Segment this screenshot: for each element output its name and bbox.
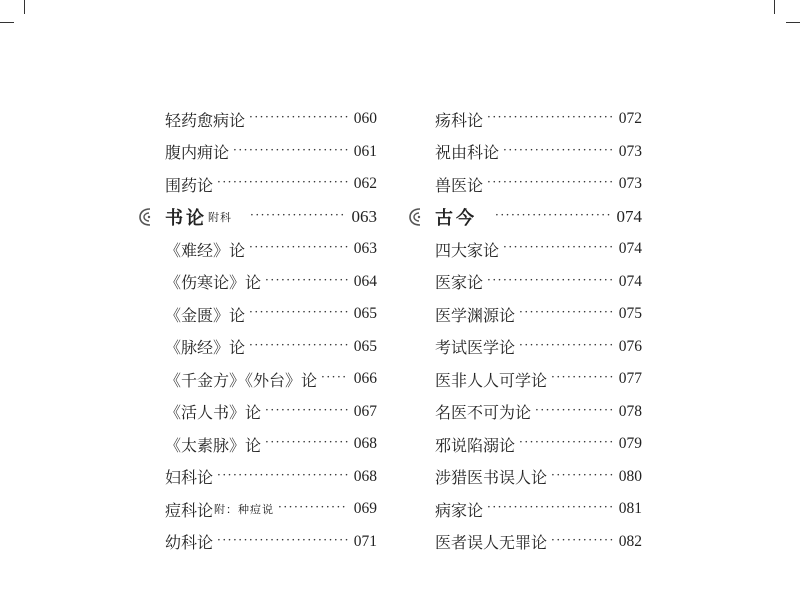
leader-dots (551, 468, 613, 482)
toc-entry[interactable] (435, 266, 642, 299)
toc-entry-title: 疡科论 (435, 110, 484, 130)
toc-entry-page: 063 (353, 240, 377, 258)
leader-dots (217, 175, 348, 189)
leader-dots (265, 273, 348, 287)
toc-entry-title: 名医不可为论 (435, 403, 532, 423)
toc-entry[interactable] (165, 168, 377, 201)
toc-entry-page: 075 (618, 305, 642, 323)
leader-dots (519, 305, 613, 319)
toc-entry[interactable] (165, 493, 377, 526)
leader-dots (519, 435, 613, 449)
toc-entry[interactable] (435, 168, 642, 201)
toc-entry-page: 060 (353, 110, 377, 128)
toc-entry[interactable] (435, 233, 642, 266)
toc-entry[interactable] (435, 298, 642, 331)
leader-dots (551, 533, 613, 547)
toc-entry-page: 068 (353, 435, 377, 453)
toc-entry-title: 《伤寒论》论 (165, 273, 262, 293)
toc-entry[interactable] (165, 233, 377, 266)
crop-mark-top-left-vertical (24, 0, 25, 14)
leader-dots (217, 468, 348, 482)
leader-dots (250, 208, 346, 222)
toc-entry-page: 077 (618, 370, 642, 388)
toc-entry[interactable] (435, 493, 642, 526)
toc-entry[interactable] (435, 103, 642, 136)
toc-column-left (165, 103, 377, 558)
toc-entry-page: 066 (353, 370, 377, 388)
toc-entry-page: 067 (353, 402, 377, 420)
leader-dots (233, 143, 348, 157)
toc-entry[interactable] (165, 136, 377, 169)
toc-entry-title: 病家论 (435, 500, 484, 520)
toc-entry-title: 妇科论 (165, 468, 214, 488)
toc-entry[interactable] (435, 396, 642, 429)
leader-dots (249, 305, 348, 319)
toc-entry-page: 076 (618, 337, 642, 355)
toc-entry-title: 《太素脉》论 (165, 435, 262, 455)
leader-dots (487, 500, 613, 514)
toc-entry-title: 四大家论 (435, 240, 500, 260)
toc-entry-title: 涉猎医书误人论 (435, 468, 548, 488)
toc-entry-title: 轻药愈病论 (165, 110, 246, 130)
toc-entry-title: 腹内痈论 (165, 143, 230, 163)
toc-entry-page: 071 (353, 532, 377, 550)
section-marker-icon (407, 207, 425, 227)
toc-entry-page: 074 (616, 206, 642, 226)
toc-section-title: 古今 (435, 207, 477, 229)
leader-dots (487, 175, 613, 189)
toc-entry-page: 063 (351, 206, 377, 226)
toc-entry-title: 兽医论 (435, 175, 484, 195)
toc-entry-page: 082 (618, 532, 642, 550)
toc-entry-page: 073 (618, 142, 642, 160)
toc-entry[interactable] (435, 461, 642, 494)
toc-entry[interactable] (435, 526, 642, 559)
crop-mark-top-right-vertical (774, 0, 775, 14)
leader-dots (278, 500, 348, 514)
leader-dots (249, 338, 348, 352)
leader-dots (487, 110, 613, 124)
toc-entry-page: 074 (618, 272, 642, 290)
leader-dots (265, 435, 348, 449)
toc-entry[interactable] (165, 331, 377, 364)
leader-dots (535, 403, 613, 417)
section-marker-icon (137, 207, 155, 227)
crop-mark-top-right-horizontal (786, 22, 800, 23)
toc-entry-title: 祝由科论 (435, 143, 500, 163)
toc-entry-page: 074 (618, 240, 642, 258)
toc-entry[interactable] (165, 526, 377, 559)
toc-entry-page: 078 (618, 402, 642, 420)
toc-entry-page: 079 (618, 435, 642, 453)
toc-entry-title: 邪说陷溺论 (435, 435, 516, 455)
toc-entry-note: 附：种痘说 (214, 503, 275, 517)
toc-section-title: 书论 (165, 207, 207, 229)
toc-entry-page: 062 (353, 175, 377, 193)
toc-entry[interactable] (435, 331, 642, 364)
toc-entry-page: 065 (353, 305, 377, 323)
toc-entry-title: 考试医学论 (435, 338, 516, 358)
leader-dots (519, 338, 613, 352)
toc-entry[interactable] (435, 136, 642, 169)
toc-entry-title: 医非人人可学论 (435, 370, 548, 390)
toc-entry[interactable] (165, 428, 377, 461)
toc-entry[interactable] (165, 461, 377, 494)
toc-column-right (435, 103, 642, 558)
leader-dots (487, 273, 613, 287)
toc-entry[interactable] (165, 298, 377, 331)
toc-entry-title: 《活人书》论 (165, 403, 262, 423)
toc-entry-title: 医者误人无罪论 (435, 533, 548, 553)
toc-entry[interactable] (165, 103, 377, 136)
toc-entry[interactable] (435, 428, 642, 461)
leader-dots (503, 240, 613, 254)
toc-entry[interactable] (435, 363, 642, 396)
toc-entry-page: 064 (353, 272, 377, 290)
toc-entry-title: 《难经》论 (165, 240, 246, 260)
leader-dots (503, 143, 613, 157)
toc-entry-title: 《金匮》论 (165, 305, 246, 325)
toc-entry-title: 《脉经》论 (165, 338, 246, 358)
leader-dots (249, 240, 348, 254)
leader-dots (551, 370, 613, 384)
toc-entry-page: 068 (353, 467, 377, 485)
crop-mark-top-left-horizontal (0, 22, 14, 23)
toc-entry-page: 072 (618, 110, 642, 128)
toc-entry-page: 080 (618, 467, 642, 485)
leader-dots (249, 110, 348, 124)
toc-entry-page: 073 (618, 175, 642, 193)
toc-section-note: 附科 (208, 210, 232, 224)
toc-section-heading[interactable] (165, 201, 377, 234)
toc-entry[interactable] (165, 266, 377, 299)
toc-entry-page: 069 (353, 500, 377, 518)
toc-entry[interactable] (165, 363, 377, 396)
toc-entry-page: 081 (618, 500, 642, 518)
leader-dots (495, 208, 611, 222)
leader-dots (265, 403, 348, 417)
toc-entry[interactable] (165, 396, 377, 429)
toc-entry-page: 065 (353, 337, 377, 355)
toc-section-heading[interactable] (435, 201, 642, 234)
toc-entry-page: 061 (353, 142, 377, 160)
toc-entry-title: 痘科论 (165, 500, 214, 520)
leader-dots (217, 533, 348, 547)
toc-entry-title: 围药论 (165, 175, 214, 195)
toc-entry-title: 幼科论 (165, 533, 214, 553)
toc-entry-title: 医学渊源论 (435, 305, 516, 325)
toc-entry-title: 《千金方》《外台》论 (165, 370, 318, 390)
toc-entry-title: 医家论 (435, 273, 484, 293)
leader-dots (321, 370, 348, 384)
